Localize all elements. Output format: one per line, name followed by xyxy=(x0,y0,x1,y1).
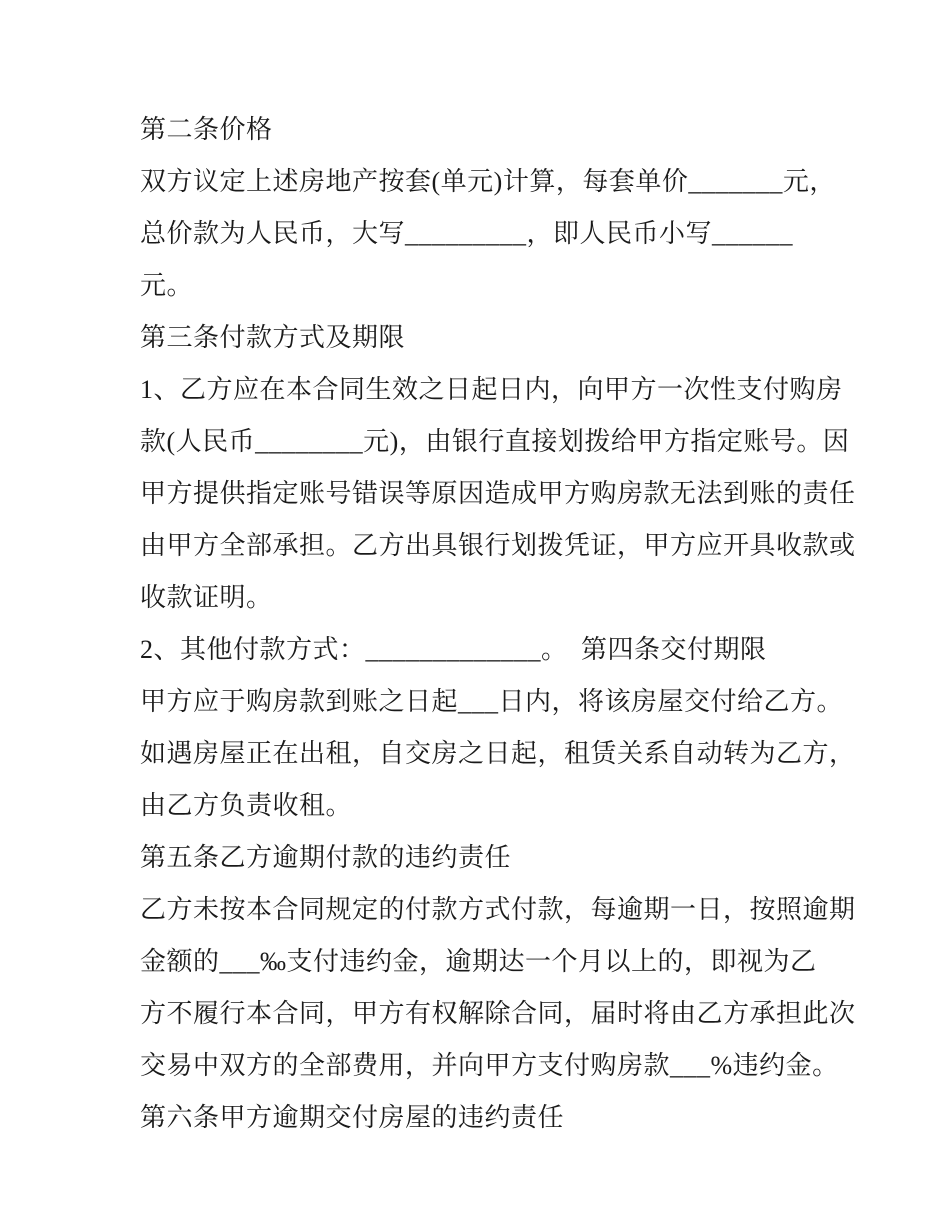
article-2-heading: 第二条价格 xyxy=(140,115,273,144)
payment-clause-line: 由甲方全部承担。乙方出具银行划拨凭证，甲方应开具收款或 xyxy=(140,531,856,560)
breach-clause-line: 交易中双方的全部费用，并向甲方支付购房款___%违约金。 xyxy=(140,1051,839,1080)
article-3-heading: 第三条付款方式及期限 xyxy=(140,323,406,352)
payment-clause-line: 甲方提供指定账号错误等原因造成甲方购房款无法到账的责任 xyxy=(140,479,856,508)
article-6-heading: 第六条甲方逾期交付房屋的违约责任 xyxy=(140,1103,565,1132)
price-clause-line: 总价款为人民币，大写_________，即人民币小写______ xyxy=(140,219,794,248)
payment-clause-line: 收款证明。 xyxy=(140,583,273,612)
breach-clause-line: 金额的___‰支付违约金，逾期达一个月以上的，即视为乙 xyxy=(140,947,817,976)
other-payment-and-article-4-heading: 2、其他付款方式：_____________。 第四条交付期限 xyxy=(140,635,767,664)
article-5-heading: 第五条乙方逾期付款的违约责任 xyxy=(140,843,512,872)
price-clause-line: 元。 xyxy=(140,271,194,300)
breach-clause-line: 方不履行本合同，甲方有权解除合同，届时将由乙方承担此次 xyxy=(140,999,856,1028)
breach-clause-line: 乙方未按本合同规定的付款方式付款，每逾期一日，按照逾期 xyxy=(140,895,856,924)
delivery-clause-line: 如遇房屋正在出租，自交房之日起，租赁关系自动转为乙方， xyxy=(140,739,856,768)
payment-clause-line: 1、乙方应在本合同生效之日起日内，向甲方一次性支付购房 xyxy=(140,375,843,404)
delivery-clause-line: 甲方应于购房款到账之日起___日内，将该房屋交付给乙方。 xyxy=(140,687,844,716)
contract-body xyxy=(140,104,856,1144)
price-clause-line: 双方议定上述房地产按套(单元)计算，每套单价_______元， xyxy=(140,167,836,196)
payment-clause-line: 款(人民币________元)，由银行直接划拨给甲方指定账号。因 xyxy=(140,427,850,456)
delivery-clause-line: 由乙方负责收租。 xyxy=(140,791,353,820)
